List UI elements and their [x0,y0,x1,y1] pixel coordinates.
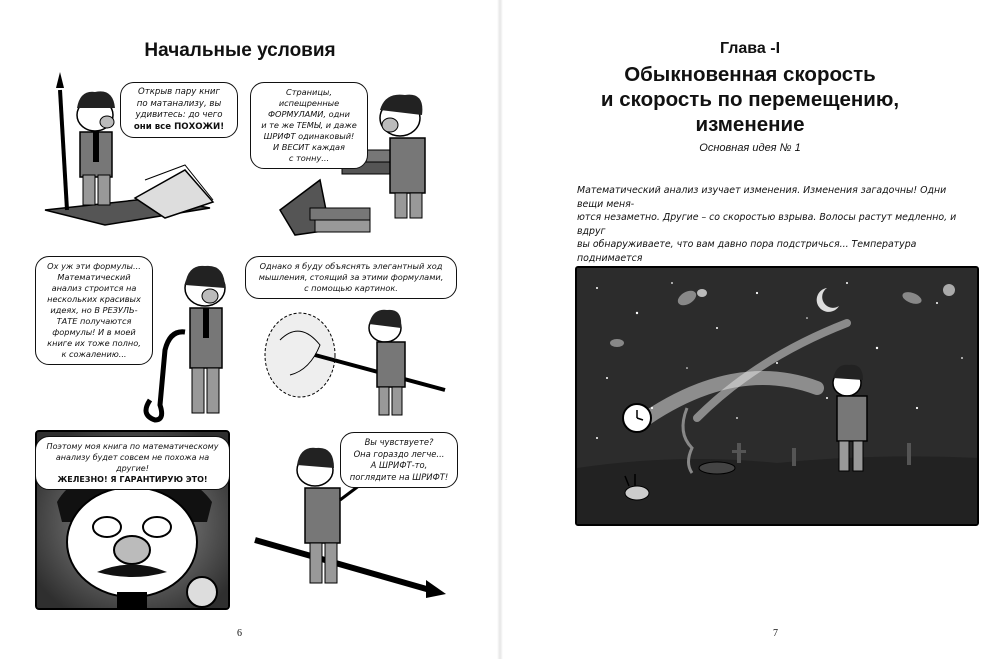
intro-paragraph: Математический анализ изучает изменения. Изменения загадочны! Одни вещи меня- ются незаметно. Другие – со скоростью взрыва. Волосы растут медленно, и вдруг вы обнаруживаете, что вам давно пора подстричься... Температура поднимается [577,185,957,264]
speech-bubble-3: Ох уж эти формулы... Математический анализ строится на нескольких красивых идеях, но В РЕЗУЛЬ- ТАТЕ получаются формулы! И в моей книге их тоже полно, к сожалению... [35,256,153,365]
speech-bubble-1: Открыв пару книг по матанализу, вы удивитесь: до чего они все ПОХОЖИ! [120,82,238,138]
page-number: 6 [237,628,242,639]
page-title: Начальные условия [144,40,336,61]
chapter-label: Глава -I [719,40,781,57]
book-gutter [497,0,503,659]
speech-bubble-5: Поэтому моя книга по математическому анализу будет совсем не похожа на другие! ЖЕЛЕЗНО! Я ГАРАНТИРУЮ ЭТО! [35,436,230,490]
cartoon-drawing-illustration [255,300,455,420]
comic-panel-4 [255,300,455,420]
speech-bubble-4: Однако я буду объяснять элегантный ход мышления, стоящий за этими формулами, с помощью картинок. [245,256,457,299]
cartoon-integral-illustration [140,260,250,425]
space-comic-panel [575,266,979,526]
chapter-title: Обыкновенная скорость и скорость по перемещению, изменение [600,63,900,136]
comic-panel-3 [140,260,250,425]
speech-bubble-6: Вы чувствуете? Она гораздо легче... А ШРИФТ-то, поглядите на ШРИФТ! [340,432,458,488]
speech-bubble-2: Страницы, испещренные ФОРМУЛАМИ, одни и те же ТЕМЫ, и даже ШРИФТ одинаковый! И ВЕСИТ каждая с тонну... [250,82,368,169]
page-number: 7 [773,628,778,639]
subtitle: Основная идея № 1 [699,142,801,154]
space-scene-illustration [577,268,979,526]
